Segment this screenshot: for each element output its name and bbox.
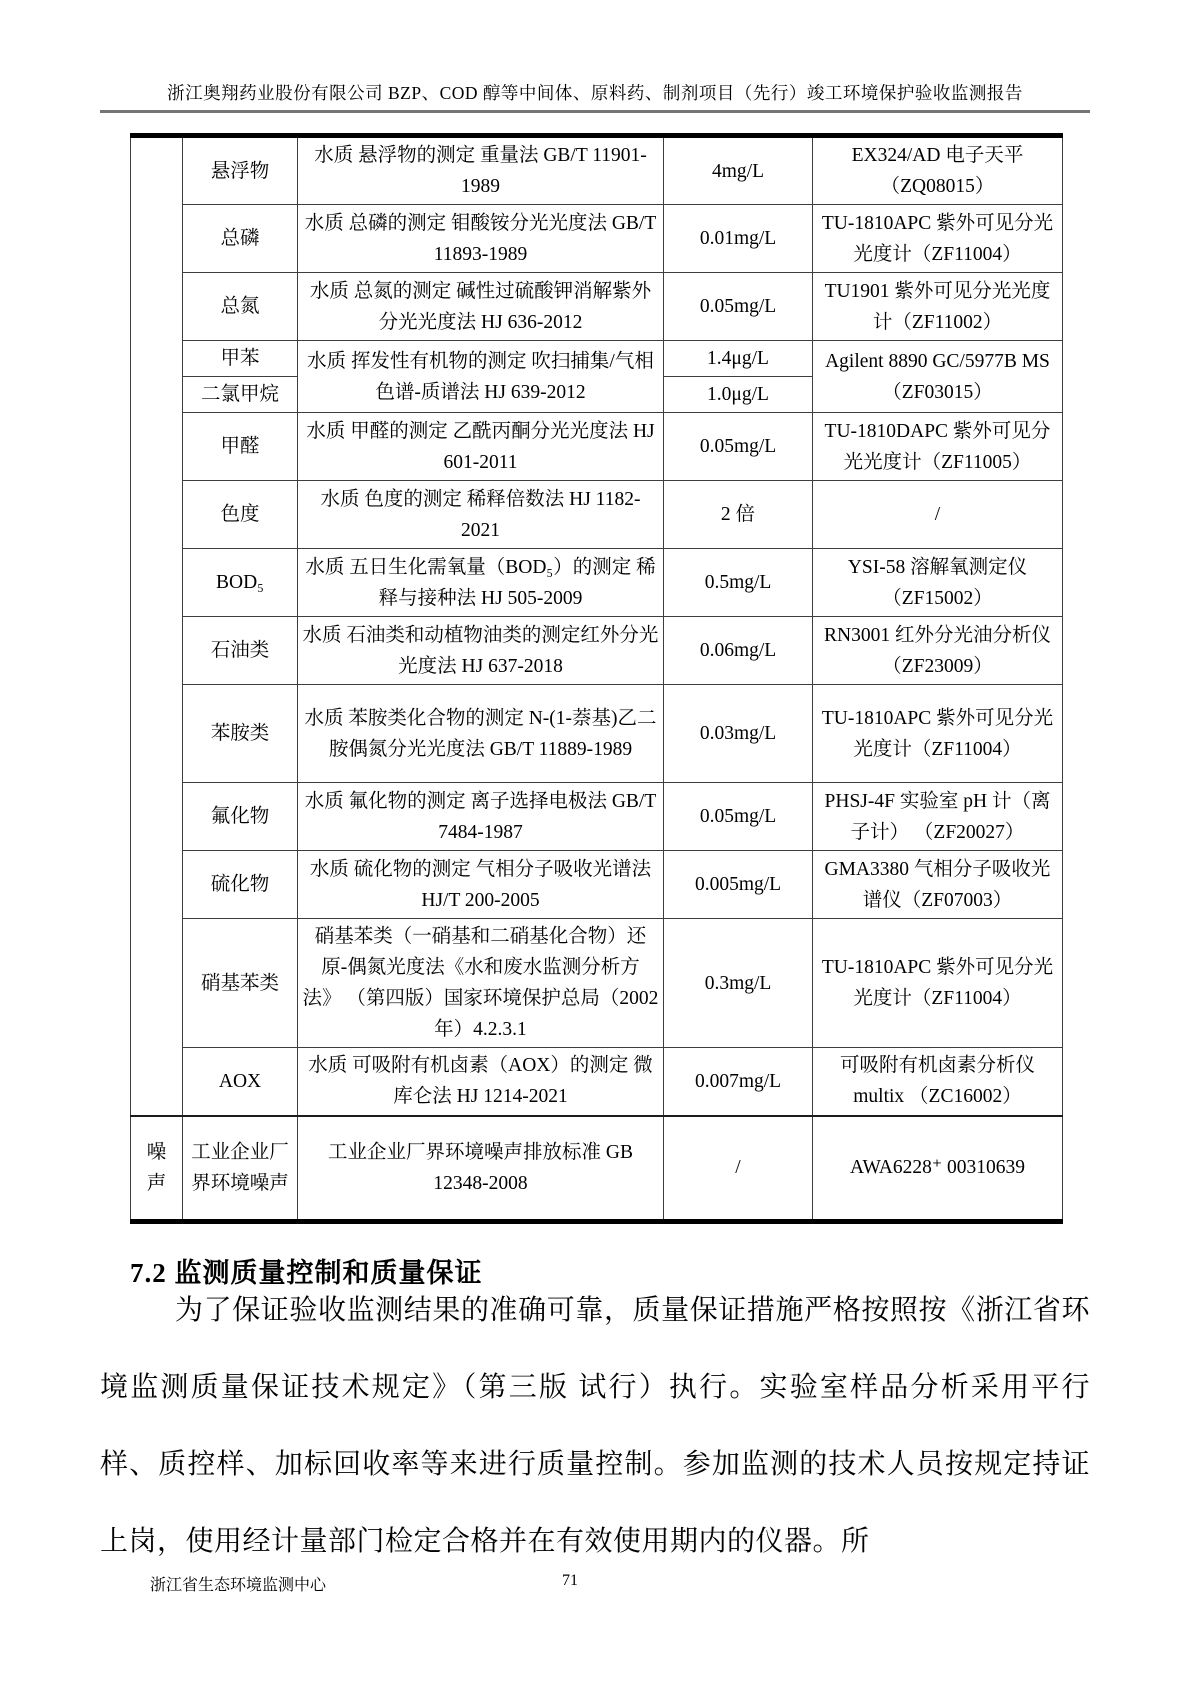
param-cell: AOX (183, 1048, 298, 1116)
limit-cell: 1.0μg/L (664, 377, 813, 413)
limit-cell: 0.05mg/L (664, 413, 813, 481)
limit-cell: 1.4μg/L (664, 341, 813, 377)
instrument-cell: 可吸附有机卤素分析仪 multix （ZC16002） (813, 1048, 1063, 1116)
method-cell: 水质 硫化物的测定 气相分子吸收光谱法 HJ/T 200-2005 (298, 851, 664, 919)
instrument-cell: / (813, 481, 1063, 549)
method-cell: 水质 苯胺类化合物的测定 N-(1-萘基)乙二胺偶氮分光光度法 GB/T 11889-1989 (298, 685, 664, 783)
limit-cell: 0.007mg/L (664, 1048, 813, 1116)
instrument-cell: TU-1810APC 紫外可见分光光度计（ZF11004） (813, 685, 1063, 783)
table-row (131, 341, 1063, 377)
table-row (131, 1116, 1063, 1222)
method-cell: 水质 色度的测定 稀释倍数法 HJ 1182-2021 (298, 481, 664, 549)
instrument-cell: GMA3380 气相分子吸收光谱仪（ZF07003） (813, 851, 1063, 919)
instrument-cell: TU1901 紫外可见分光光度计（ZF11002） (813, 273, 1063, 341)
limit-cell: 0.05mg/L (664, 273, 813, 341)
limit-cell: 0.3mg/L (664, 919, 813, 1048)
footer-org: 浙江省生态环境监测中心 (150, 1577, 327, 1594)
method-cell: 硝基苯类（一硝基和二硝基化合物）还原-偶氮光度法《水和废水监测分析方法》 （第四版）国家环境保护总局（2002 年）4.2.3.1 (298, 919, 664, 1048)
param-cell: 悬浮物 (183, 136, 298, 205)
table-row (131, 783, 1063, 851)
method-cell: 水质 总氮的测定 碱性过硫酸钾消解紫外分光光度法 HJ 636-2012 (298, 273, 664, 341)
body-paragraph: 为了保证验收监测结果的准确可靠，质量保证措施严格按照按《浙江省环境监测质量保证技术规定》（第三版 试行）执行。实验室样品分析采用平行样、质控样、加标回收率等来进行质量控制。参加监测的技术人员按规定持证上岗，使用经计量部门检定合格并在有效使用期内的仪器。所 (100, 1295, 1090, 1557)
table-row (131, 136, 1063, 205)
param-cell: 石油类 (183, 617, 298, 685)
limit-cell: 0.01mg/L (664, 205, 813, 273)
table-row (131, 273, 1063, 341)
limit-cell: / (664, 1116, 813, 1222)
method-cell: 水质 石油类和动植物油类的测定红外分光光度法 HJ 637-2018 (298, 617, 664, 685)
limit-cell: 0.5mg/L (664, 549, 813, 617)
limit-cell: 0.05mg/L (664, 783, 813, 851)
table-row (131, 481, 1063, 549)
table-row (131, 919, 1063, 1048)
param-cell: 甲醛 (183, 413, 298, 481)
method-cell: 水质 五日生化需氧量（BOD₅）的测定 稀释与接种法 HJ 505-2009 (298, 549, 664, 617)
instrument-cell: PHSJ-4F 实验室 pH 计（离子计） （ZF20027） (813, 783, 1063, 851)
table-row (131, 549, 1063, 617)
category-cell (131, 136, 183, 1116)
param-cell-text: 工业企业厂界环境噪声 (191, 1141, 289, 1194)
table-row (131, 205, 1063, 273)
limit-cell: 4mg/L (664, 136, 813, 205)
method-cell: 水质 悬浮物的测定 重量法 GB/T 11901-1989 (298, 136, 664, 205)
param-cell: 硫化物 (183, 851, 298, 919)
instrument-cell: EX324/AD 电子天平（ZQ08015） (813, 136, 1063, 205)
table-row (131, 1048, 1063, 1116)
method-cell: 水质 可吸附有机卤素（AOX）的测定 微库仑法 HJ 1214-2021 (298, 1048, 664, 1116)
instrument-cell: AWA6228⁺ 00310639 (813, 1116, 1063, 1222)
instrument-cell: Agilent 8890 GC/5977B MS（ZF03015） (813, 341, 1063, 413)
param-cell (183, 1116, 298, 1222)
param-cell: 总磷 (183, 205, 298, 273)
page-header-title: 浙江奥翔药业股份有限公司 BZP、COD 醇等中间体、原料药、制剂项目（先行）竣工环境保护验收监测报告 (167, 83, 1023, 103)
param-cell: 硝基苯类 (183, 919, 298, 1048)
instrument-cell: TU-1810APC 紫外可见分光光度计（ZF11004） (813, 205, 1063, 273)
param-cell: 甲苯 (183, 341, 298, 377)
param-cell: 氟化物 (183, 783, 298, 851)
table-row (131, 851, 1063, 919)
method-cell: 工业企业厂界环境噪声排放标准 GB 12348-2008 (298, 1116, 664, 1222)
method-cell: 水质 挥发性有机物的测定 吹扫捕集/气相色谱-质谱法 HJ 639-2012 (298, 341, 664, 413)
method-cell: 水质 氟化物的测定 离子选择电极法 GB/T 7484-1987 (298, 783, 664, 851)
param-cell: 苯胺类 (183, 685, 298, 783)
param-cell: 二氯甲烷 (183, 377, 298, 413)
instrument-cell: RN3001 红外分光油分析仪（ZF23009） (813, 617, 1063, 685)
limit-cell: 0.03mg/L (664, 685, 813, 783)
table-row (131, 685, 1063, 783)
limit-cell: 0.06mg/L (664, 617, 813, 685)
table-row (131, 617, 1063, 685)
footer-page-number: 71 (562, 1572, 578, 1589)
table-row (131, 413, 1063, 481)
category-cell (131, 1116, 183, 1222)
instrument-cell: TU-1810APC 紫外可见分光光度计（ZF11004） (813, 919, 1063, 1048)
instrument-cell: TU-1810DAPC 紫外可见分光光度计（ZF11005） (813, 413, 1063, 481)
instrument-cell: YSI-58 溶解氧测定仪（ZF15002） (813, 549, 1063, 617)
method-cell: 水质 甲醛的测定 乙酰丙酮分光光度法 HJ 601-2011 (298, 413, 664, 481)
param-cell: 色度 (183, 481, 298, 549)
header-rule (100, 110, 1090, 113)
param-cell: BOD₅ (183, 549, 298, 617)
method-cell: 水质 总磷的测定 钼酸铵分光光度法 GB/T 11893-1989 (298, 205, 664, 273)
monitor-table-body (131, 136, 1063, 1222)
limit-cell: 0.005mg/L (664, 851, 813, 919)
param-cell: 总氮 (183, 273, 298, 341)
monitor-table (130, 133, 1063, 1224)
section-heading: 7.2 监测质量控制和质量保证 (130, 1258, 483, 1288)
category-cell-text: 噪声 (146, 1141, 167, 1194)
limit-cell: 2 倍 (664, 481, 813, 549)
